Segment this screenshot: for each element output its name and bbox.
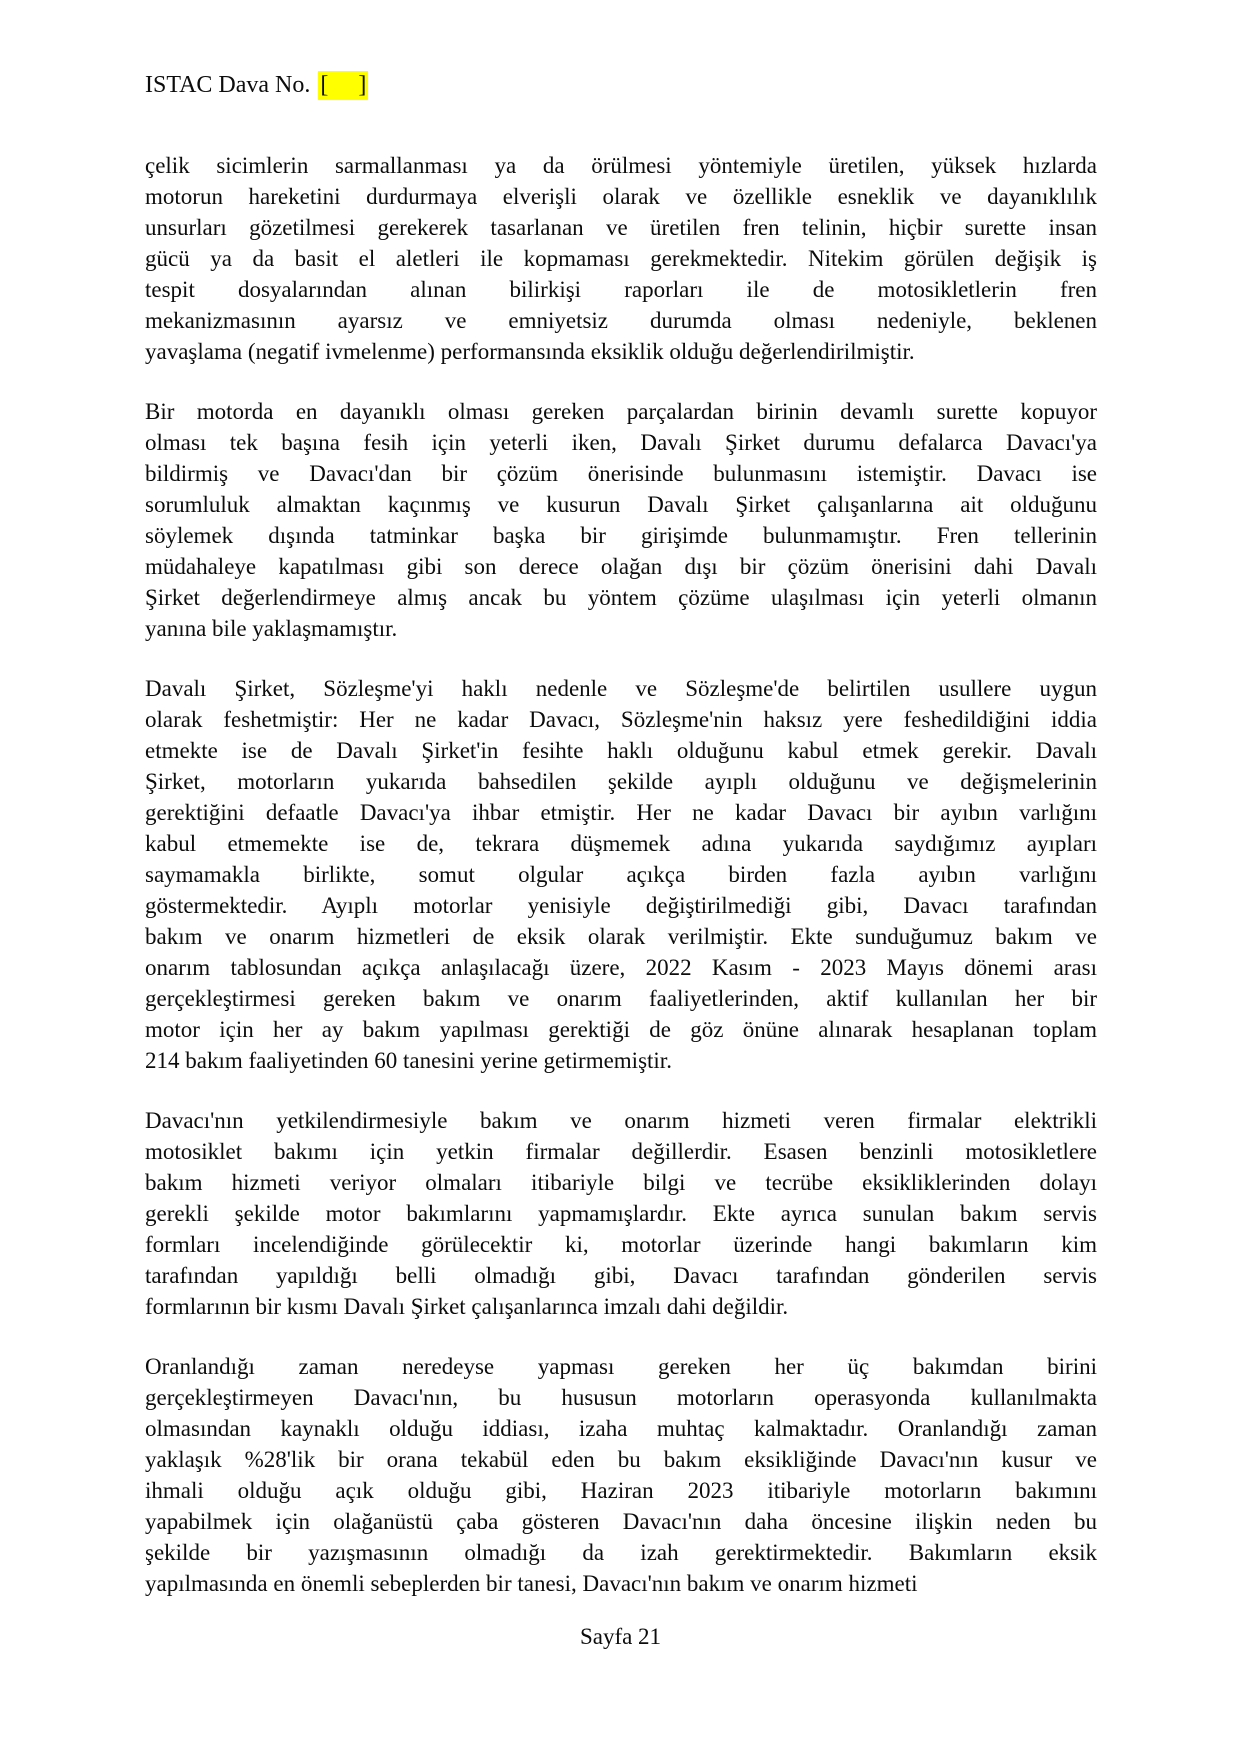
text-line: Davacı'nın yetkilendirmesiyle bakım ve onarım hizmeti veren firmalar elektrikli bbox=[145, 1108, 1097, 1133]
text-line: göstermektedir. Ayıplı motorlar yenisiyle değiştirilmediği gibi, Davacı tarafından bbox=[145, 893, 1097, 918]
text-line: çelik sicimlerin sarmallanması ya da örülmesi yöntemiyle üretilen, yüksek hızlarda bbox=[145, 153, 1097, 178]
page-number: Sayfa 21 bbox=[579, 1624, 662, 1649]
text-line: bakım ve onarım hizmetleri de eksik olarak verilmiştir. Ekte sunduğumuz bakım ve bbox=[145, 924, 1097, 949]
page-footer bbox=[0, 1621, 1241, 1652]
text-line: motosiklet bakımı için yetkin firmalar değillerdir. Esasen benzinli motosikletlere bbox=[145, 1139, 1097, 1164]
text-line: tarafından yapıldığı belli olmadığı gibi, Davacı tarafından gönderilen servis bbox=[145, 1263, 1097, 1288]
text-line: yapabilmek için olağanüstü çaba gösteren Davacı'nın daha öncesine ilişkin neden bu bbox=[145, 1509, 1097, 1534]
text-line: olarak feshetmiştir: Her ne kadar Davacı, Sözleşme'nin haksız yere feshedildiğini iddia bbox=[145, 707, 1097, 732]
text-line: Oranlandığı zaman neredeyse yapması gereken her üç bakımdan birini bbox=[145, 1354, 1097, 1379]
text-line: gerektiğini defaatle Davacı'ya ihbar etmiştir. Her ne kadar Davacı bir ayıbın varlığını bbox=[145, 800, 1097, 825]
paragraph bbox=[145, 1351, 1097, 1599]
text-line: Şirket değerlendirmeye almış ancak bu yöntem çözüme ulaşılması için yeterli olmanın bbox=[145, 585, 1097, 610]
text-line: Şirket, motorların yukarıda bahsedilen şekilde ayıplı olduğunu ve değişmelerinin bbox=[145, 769, 1097, 794]
text-line: olması tek başına fesih için yeterli iken, Davalı Şirket durumu defalarca Davacı'ya bbox=[145, 430, 1097, 455]
document-body bbox=[145, 150, 1097, 1628]
document-header bbox=[145, 70, 368, 101]
text-line: yavaşlama (negatif ivmelenme) performansında eksiklik olduğu değerlendirilmiştir. bbox=[145, 339, 915, 364]
text-line: etmekte ise de Davalı Şirket'in fesihte haklı olduğunu kabul etmek gerekir. Davalı bbox=[145, 738, 1097, 763]
text-line: söylemek dışında tatminkar başka bir girişimde bulunmamıştır. Fren tellerinin bbox=[145, 523, 1097, 548]
text-line: 214 bakım faaliyetinden 60 tanesini yerine getirmemiştir. bbox=[145, 1048, 672, 1073]
text-line: kabul etmemekte ise de, tekrara düşmemek adına yukarıda saydığımız ayıpları bbox=[145, 831, 1097, 856]
text-line: şekilde bir yazışmasının olmadığı da izah gerektirmektedir. Bakımların eksik bbox=[145, 1540, 1097, 1565]
paragraph bbox=[145, 396, 1097, 644]
text-line: mekanizmasının ayarsız ve emniyetsiz durumda olması nedeniyle, beklenen bbox=[145, 308, 1097, 333]
text-line: olmasından kaynaklı olduğu iddiası, izaha muhtaç kalmaktadır. Oranlandığı zaman bbox=[145, 1416, 1097, 1441]
text-line: müdahaleye kapatılması gibi son derece olağan dışı bir çözüm önerisini dahi Davalı bbox=[145, 554, 1097, 579]
text-line: yaklaşık %28'lik bir orana tekabül eden bu bakım eksikliğinde Davacı'nın kusur ve bbox=[145, 1447, 1097, 1472]
text-line: gerekli şekilde motor bakımlarını yapmamışlardır. Ekte ayrıca sunulan bakım servis bbox=[145, 1201, 1097, 1226]
text-line: tespit dosyalarından alınan bilirkişi raporları ile de motosikletlerin fren bbox=[145, 277, 1097, 302]
paragraph bbox=[145, 673, 1097, 1076]
text-line: sorumluluk almaktan kaçınmış ve kusurun Davalı Şirket çalışanlarına ait olduğunu bbox=[145, 492, 1097, 517]
text-line: motor için her ay bakım yapılması gerektiği de göz önüne alınarak hesaplanan toplam bbox=[145, 1017, 1097, 1042]
text-line: motorun hareketini durdurmaya elverişli olarak ve özellikle esneklik ve dayanıklılık bbox=[145, 184, 1097, 209]
text-line: formlarının bir kısmı Davalı Şirket çalışanlarınca imzalı dahi değildir. bbox=[145, 1294, 789, 1319]
text-line: onarım tablosundan açıkça anlaşılacağı üzere, 2022 Kasım - 2023 Mayıs dönemi arası bbox=[145, 955, 1097, 980]
text-line: gerçekleştirmesi gereken bakım ve onarım faaliyetlerinden, aktif kullanılan her bir bbox=[145, 986, 1097, 1011]
text-line: gerçekleştirmeyen Davacı'nın, bu hususun motorların operasyonda kullanılmakta bbox=[145, 1385, 1097, 1410]
text-line: yanına bile yaklaşmamıştır. bbox=[145, 616, 398, 641]
text-line: yapılmasında en önemli sebeplerden bir tanesi, Davacı'nın bakım ve onarım hizmeti bbox=[145, 1571, 918, 1596]
paragraph bbox=[145, 150, 1097, 367]
text-line: bakım hizmeti veriyor olmaları itibariyle bilgi ve tecrübe eksikliklerinden dolayı bbox=[145, 1170, 1097, 1195]
paragraph bbox=[145, 1105, 1097, 1322]
text-line: saymamakla birlikte, somut olgular açıkça birden fazla ayıbın varlığını bbox=[145, 862, 1097, 887]
text-line: Bir motorda en dayanıklı olması gereken parçalardan birinin devamlı surette kopuyor bbox=[145, 399, 1097, 424]
case-number-placeholder: [ ] bbox=[320, 72, 367, 98]
text-line: ihmali olduğu açık olduğu gibi, Haziran 2023 itibariyle motorların bakımını bbox=[145, 1478, 1097, 1503]
case-number-label: ISTAC Dava No. bbox=[145, 72, 311, 98]
text-line: Davalı Şirket, Sözleşme'yi haklı nedenle ve Sözleşme'de belirtilen usullere uygun bbox=[145, 676, 1097, 701]
text-line: gücü ya da basit el aletleri ile kopmaması gerekmektedir. Nitekim görülen değişik iş bbox=[145, 246, 1097, 271]
text-line: bildirmiş ve Davacı'dan bir çözüm önerisinde bulunmasını istemiştir. Davacı ise bbox=[145, 461, 1097, 486]
text-line: formları incelendiğinde görülecektir ki, motorlar üzerinde hangi bakımların kim bbox=[145, 1232, 1097, 1257]
text-line: unsurları gözetilmesi gerekerek tasarlanan ve üretilen fren telinin, hiçbir surette insan bbox=[145, 215, 1097, 240]
